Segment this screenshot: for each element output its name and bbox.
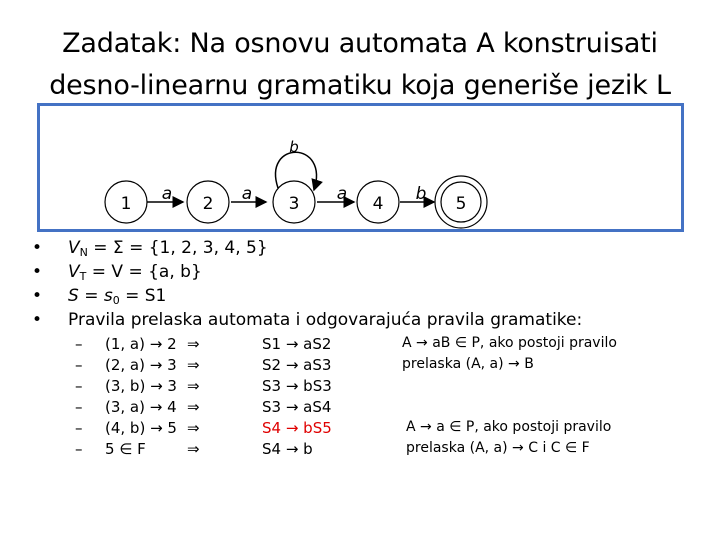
rule-production: S4 → b xyxy=(262,440,313,458)
note-line: prelaska (A, a) → B xyxy=(402,356,534,372)
rule-transition: 5 ∈ F xyxy=(105,440,146,458)
edge-3-4-label: a xyxy=(336,184,348,204)
rule-transition: (3, a) → 4 xyxy=(105,398,177,416)
bullet-start: • $S = s_0 = S1$ xyxy=(32,286,167,307)
state-5-label: 5 xyxy=(455,194,467,214)
rule-dash: – xyxy=(75,335,83,353)
rule-transition: (1, a) → 2 xyxy=(105,335,177,353)
automaton-diagram xyxy=(0,0,720,250)
rule-dash: – xyxy=(75,398,83,416)
rule-note-terminal xyxy=(406,417,611,459)
state-2-label: 2 xyxy=(202,194,214,214)
note-line: A → a ∈ P, ako postoji pravilo xyxy=(406,419,612,435)
rule-note-nonterminal xyxy=(402,333,617,375)
rule-production-highlighted: S4 → bS5 xyxy=(262,419,332,437)
rule-dash: – xyxy=(75,440,83,458)
loop-3-label: b xyxy=(289,138,299,156)
implies-icon: ⇒ xyxy=(187,398,200,416)
rule-dash: – xyxy=(75,377,83,395)
rule-production: S3 → bS3 xyxy=(262,377,332,395)
state-1-label: 1 xyxy=(120,194,132,214)
rule-dash: – xyxy=(75,419,83,437)
implies-icon: ⇒ xyxy=(187,440,200,458)
rule-production: S2 → aS3 xyxy=(262,356,332,374)
bullet-vt: • $V_T = V = \{a$, b} xyxy=(32,262,202,283)
rule-production: S3 → aS4 xyxy=(262,398,332,416)
definition-list xyxy=(28,236,582,332)
bullet-rules-intro: • Pravila prelaska automata i odgovarajuća pravila gramatike: xyxy=(32,310,583,330)
rule-dash: – xyxy=(75,356,83,374)
bullet-vn: • $V_N = \Sigma = \{1$, 2, 3, 4, 5} xyxy=(32,238,268,259)
bullet-dot: • xyxy=(32,286,43,306)
title-line-2: desno-linearnu gramatiku koja generiše jezik L xyxy=(49,70,671,101)
rule-transition: (2, a) → 3 xyxy=(105,356,177,374)
edge-4-5-label: b xyxy=(415,184,427,204)
bullet-dot: • xyxy=(32,262,43,282)
bullet-dot: • xyxy=(32,238,43,258)
bullet-dot: • xyxy=(32,310,43,330)
state-4-label: 4 xyxy=(372,194,384,214)
implies-icon: ⇒ xyxy=(187,419,200,437)
implies-icon: ⇒ xyxy=(187,335,200,353)
edge-1-2-label: a xyxy=(161,184,173,204)
note-line: A → aB ∈ P, ako postoji pravilo xyxy=(402,335,617,351)
title-line-1: Zadatak: Na osnovu automata A konstruisati xyxy=(62,28,658,59)
rule-production: S1 → aS2 xyxy=(262,335,332,353)
rule-transition: (4, b) → 5 xyxy=(105,419,177,437)
note-line: prelaska (A, a) → C i C ∈ F xyxy=(406,440,590,456)
edge-2-3-label: a xyxy=(241,184,253,204)
rule-transition: (3, b) → 3 xyxy=(105,377,177,395)
implies-icon: ⇒ xyxy=(187,377,200,395)
state-3-label: 3 xyxy=(288,194,300,214)
implies-icon: ⇒ xyxy=(187,356,200,374)
